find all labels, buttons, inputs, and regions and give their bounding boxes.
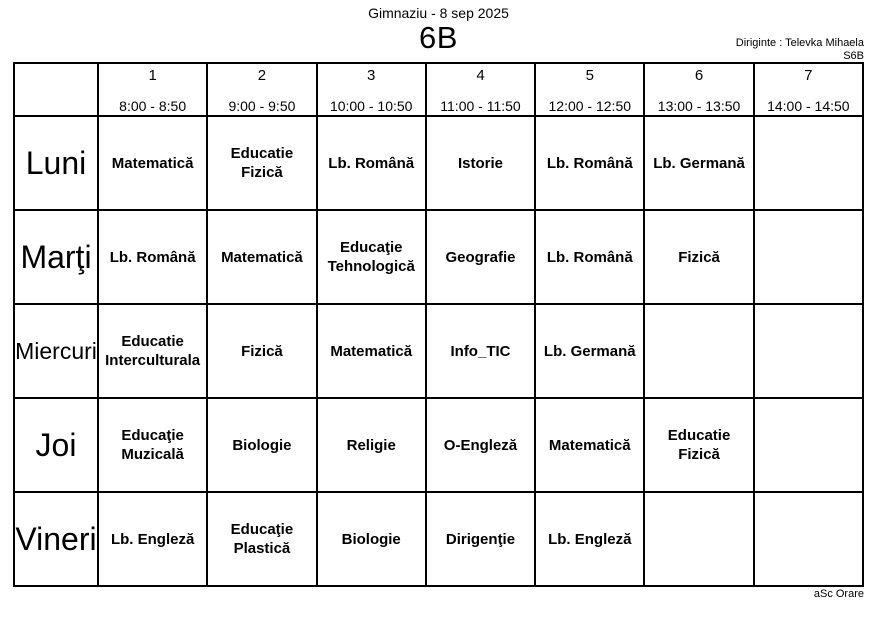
day-row-0 [14, 116, 863, 210]
lesson-cell: Lb. Română [317, 116, 426, 210]
lesson-cell: Lb. Română [98, 210, 207, 304]
lesson-cell: Fizică [644, 210, 753, 304]
day-row-1 [14, 210, 863, 304]
lesson-cell: Geografie [426, 210, 535, 304]
lesson-cell: Matematică [535, 398, 644, 492]
lesson-cell: Lb. Engleză [535, 492, 644, 586]
period-header-6 [644, 63, 753, 116]
lesson-cell: Educatie Fizică [207, 116, 316, 210]
report-title: Gimnaziu - 8 sep 2025 [368, 5, 509, 21]
period-number: 3 [367, 67, 376, 84]
day-row-2 [14, 304, 863, 398]
lesson-cell: Fizică [207, 304, 316, 398]
period-number: 1 [148, 67, 157, 84]
period-time: 14:00 - 14:50 [767, 98, 850, 114]
lesson-cell: Lb. Engleză [98, 492, 207, 586]
lesson-cell: Lb. Română [535, 116, 644, 210]
period-header-7 [754, 63, 863, 116]
period-time: 12:00 - 12:50 [548, 98, 632, 114]
day-row-4 [14, 492, 863, 586]
lesson-cell: O-Engleză [426, 398, 535, 492]
period-header-2 [207, 63, 316, 116]
period-header-4 [426, 63, 535, 116]
period-number: 5 [585, 67, 594, 84]
period-time: 11:00 - 11:50 [440, 98, 521, 114]
class-code: S6B [843, 50, 864, 62]
day-label: Miercuri [14, 304, 98, 398]
lesson-cell: Matematică [98, 116, 207, 210]
lesson-cell: Educaţie Muzicală [98, 398, 207, 492]
lesson-cell: Dirigenţie [426, 492, 535, 586]
lesson-cell: Info_TIC [426, 304, 535, 398]
timetable-grid [13, 62, 864, 587]
lesson-cell: Matematică [207, 210, 316, 304]
period-header-row [14, 63, 863, 116]
lesson-cell: Educatie Interculturala [98, 304, 207, 398]
period-header-3 [317, 63, 426, 116]
period-header-1 [98, 63, 207, 116]
day-label: Joi [14, 398, 98, 492]
lesson-cell: Educatie Fizică [644, 398, 753, 492]
period-number: 6 [694, 67, 704, 84]
day-row-3 [14, 398, 863, 492]
period-time: 8:00 - 8:50 [119, 98, 187, 114]
day-label: Vineri [14, 492, 98, 586]
empty-lesson-cell [754, 398, 863, 492]
empty-lesson-cell [754, 116, 863, 210]
corner-cell [14, 63, 98, 116]
period-time: 10:00 - 10:50 [329, 98, 413, 114]
lesson-cell: Istorie [426, 116, 535, 210]
day-label: Luni [14, 116, 98, 210]
teacher-info [736, 37, 864, 63]
period-number: 7 [804, 67, 813, 84]
lesson-cell: Matematică [317, 304, 426, 398]
period-number: 2 [257, 67, 267, 84]
empty-lesson-cell [754, 304, 863, 398]
lesson-cell: Lb. Germană [535, 304, 644, 398]
class-name: 6B [419, 20, 458, 55]
day-label: Marţi [14, 210, 98, 304]
lesson-cell: Religie [317, 398, 426, 492]
lesson-cell: Educaţie Tehnologică [317, 210, 426, 304]
lesson-cell: Educaţie Plastică [207, 492, 316, 586]
period-time: 13:00 - 13:50 [657, 98, 741, 114]
empty-lesson-cell [644, 492, 753, 586]
empty-lesson-cell [754, 492, 863, 586]
lesson-cell: Lb. Germană [644, 116, 753, 210]
empty-lesson-cell [644, 304, 753, 398]
period-number: 4 [476, 67, 485, 84]
period-header-5 [535, 63, 644, 116]
asc-brand-label: aSc Orare [813, 588, 864, 600]
empty-lesson-cell [754, 210, 863, 304]
period-time: 9:00 - 9:50 [228, 98, 296, 114]
lesson-cell: Biologie [207, 398, 316, 492]
teacher-name: Diriginte : Televka Mihaela [735, 37, 864, 49]
lesson-cell: Lb. Română [535, 210, 644, 304]
lesson-cell: Biologie [317, 492, 426, 586]
